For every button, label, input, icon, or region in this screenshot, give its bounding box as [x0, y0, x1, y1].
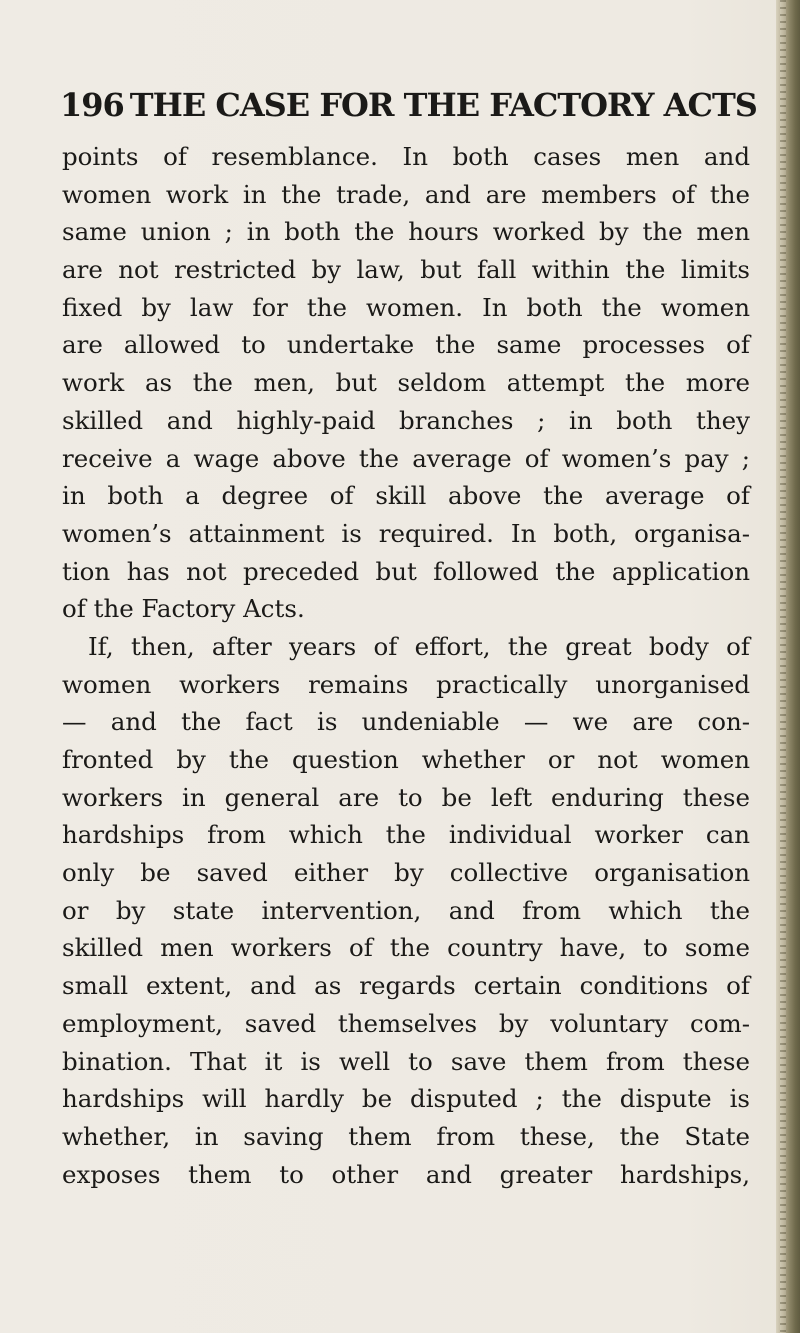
text-line: receive a wage above the average of women’s pay ;	[62, 443, 750, 473]
text-line: small extent, and as regards certain conditions of	[62, 971, 750, 1001]
text-line: women work in the trade, and are members of the	[62, 179, 750, 209]
text-line: are allowed to undertake the same processes of	[62, 330, 750, 360]
text-line: tion has not preceded but followed the application	[62, 556, 750, 586]
text-line: fronted by the question whether or not women	[62, 745, 750, 774]
running-title: THE CASE FOR THE FACTORY ACTS	[129, 86, 757, 124]
text-line: exposes them to other and greater hardships,	[62, 1159, 750, 1189]
text-line: are not restricted by law, but fall within the limits	[62, 255, 750, 285]
text-line: hardships will hardly be disputed ; the dispute is	[62, 1084, 750, 1114]
running-header	[60, 82, 760, 128]
text-line: in both a degree of skill above the average of	[62, 481, 750, 511]
text-line: same union ; in both the hours worked by the men	[62, 217, 750, 247]
text-line: workers in general are to be left enduring these	[62, 782, 750, 812]
page-number: 196	[60, 86, 124, 124]
text-line: — and the fact is undeniable — we are con-	[62, 707, 750, 737]
text-line: women’s attainment is required. In both, organisa-	[62, 518, 750, 548]
text-line: skilled men workers of the country have, to some	[62, 933, 750, 963]
text-line: If, then, after years of effort, the great body of	[88, 631, 750, 661]
text-line: work as the men, but seldom attempt the more	[62, 368, 750, 398]
text-line: only be saved either by collective organisation	[62, 858, 750, 888]
body-text	[62, 138, 750, 1193]
text-line: whether, in saving them from these, the State	[62, 1121, 750, 1151]
text-line: hardships from which the individual worker can	[62, 820, 750, 850]
text-line: employment, saved themselves by voluntary com-	[62, 1008, 750, 1038]
text-line: of the Factory Acts.	[62, 594, 305, 624]
text-line: skilled and highly-paid branches ; in both they	[62, 405, 750, 435]
text-line: bination. That it is well to save them from these	[62, 1046, 750, 1076]
text-line: women workers remains practically unorganised	[62, 669, 750, 699]
page-edge	[776, 0, 800, 1333]
text-line: fixed by law for the women. In both the women	[62, 292, 750, 322]
text-line: or by state intervention, and from which the	[62, 895, 750, 925]
text-line: points of resemblance. In both cases men and	[62, 142, 750, 171]
